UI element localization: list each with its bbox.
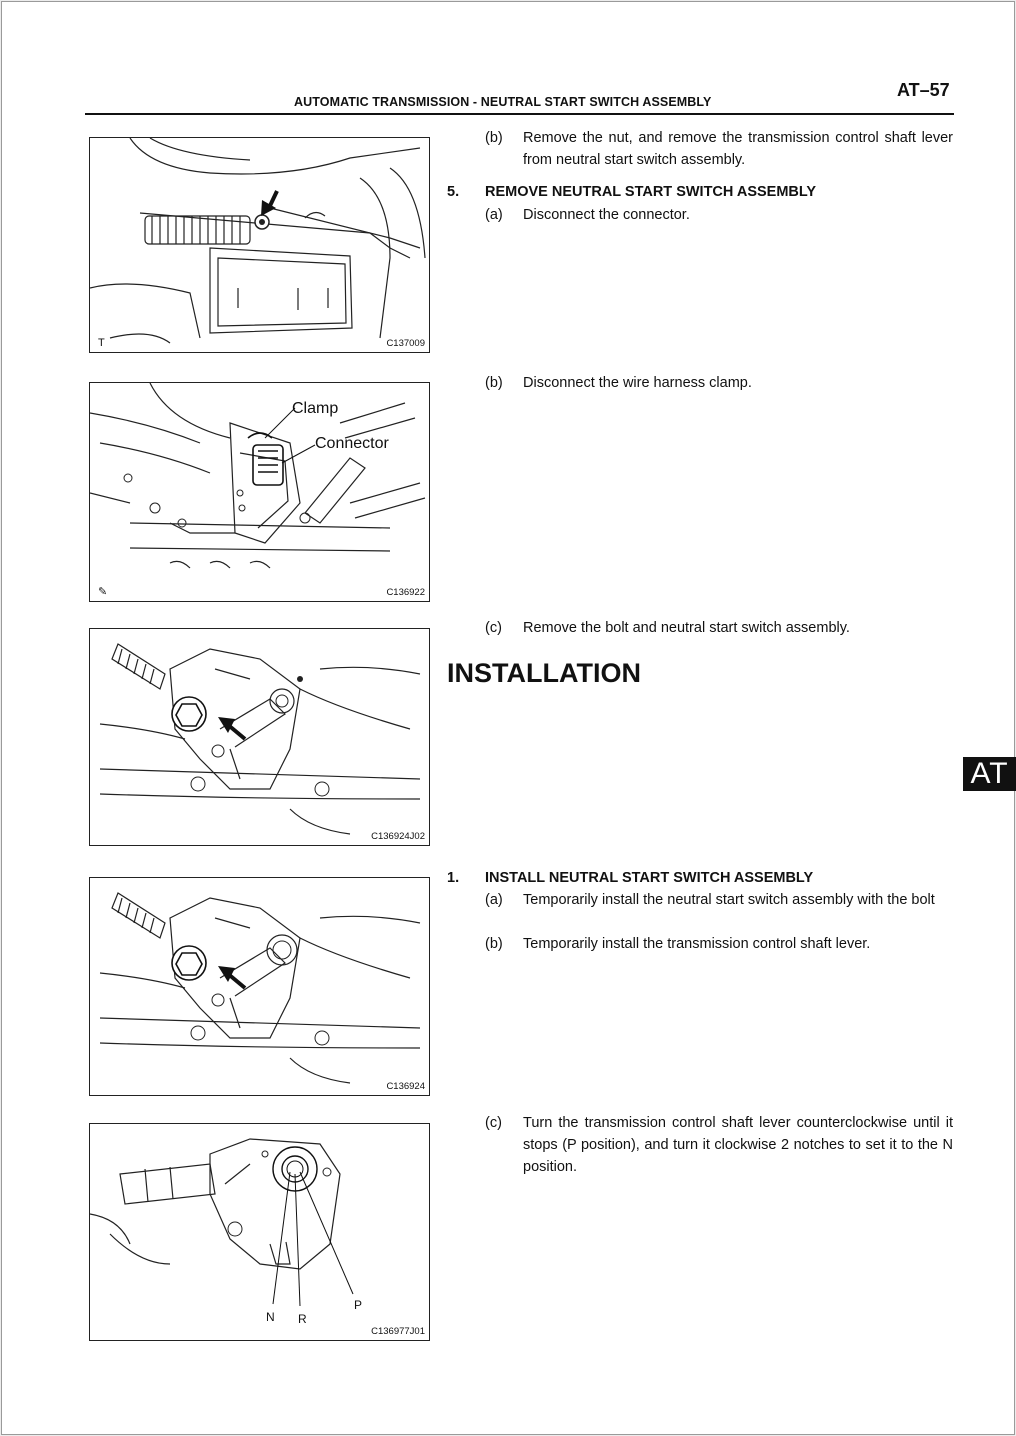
figure-position-n [89,1123,430,1341]
step-text: Disconnect the wire harness clamp. [523,375,752,391]
section-number: 5. [447,184,460,200]
figure-install-switch [89,877,430,1096]
step-marker: (b) [485,130,503,146]
header-title: AUTOMATIC TRANSMISSION - NEUTRAL START SWITCH ASSEMBLY [294,95,712,109]
illustration-install-switch [90,878,429,1095]
figure-corner-mark: ✎ [98,586,108,598]
figure-code: C136977J01 [371,1326,425,1337]
section-tab: AT [963,757,1016,791]
section-remove-switch [447,181,947,203]
position-label-p: P [354,1298,363,1312]
step-marker: (a) [485,207,503,223]
figure-code: C137009 [386,338,425,349]
step-marker: (c) [485,620,502,636]
section-number: 1. [447,870,460,886]
step-text: Remove the bolt and neutral start switch assembly. [523,620,850,636]
step-marker: (a) [485,892,503,908]
illustration-connector-clamp [90,383,429,601]
figure-corner-mark: T [98,337,105,349]
step-install-switch [485,889,955,933]
step-install-lever [485,933,955,955]
step-text: Disconnect the connector. [523,207,690,223]
installation-heading: INSTALLATION [447,658,641,688]
connector-label: Connector [315,435,389,452]
figure-remove-nut [89,137,430,353]
step-text: Turn the transmission control shaft lever counterclockwise until it stops (P position), and turn it clockwise 2 notches to set it to the N position. [523,1115,953,1175]
step-disconnect-connector [485,204,955,226]
step-marker: (b) [485,375,503,391]
section-title: INSTALL NEUTRAL START SWITCH ASSEMBLY [485,870,814,886]
step-remove-bolt [485,617,955,639]
step-remove-nut [485,127,955,171]
figure-remove-bolt [89,628,430,846]
figure-code: C136924 [386,1081,425,1092]
illustration-shift-positions [90,1124,429,1340]
section-title: REMOVE NEUTRAL START SWITCH ASSEMBLY [485,184,817,200]
figure-code: C136922 [386,587,425,598]
step-disconnect-clamp [485,372,955,394]
step-text: Temporarily install the transmission control shaft lever. [523,936,871,952]
figure-code: C136924J02 [371,831,425,842]
illustration-switch-bolt [90,629,429,845]
manual-page [1,1,1015,1435]
position-label-r: R [298,1312,307,1326]
page-number: AT–57 [897,80,950,100]
step-marker: (c) [485,1115,502,1131]
step-marker: (b) [485,936,503,952]
step-set-n-position [485,1112,955,1178]
section-install-switch [447,867,947,889]
figure-connector-clamp [89,382,430,602]
position-label-n: N [266,1310,275,1324]
header-rule [85,113,954,115]
step-text: Remove the nut, and remove the transmission control shaft lever from neutral start switch assembly. [523,130,953,168]
step-text: Temporarily install the neutral start switch assembly with the bolt [523,892,935,908]
clamp-label: Clamp [292,400,339,417]
illustration-shaft-lever-nut [90,138,429,352]
